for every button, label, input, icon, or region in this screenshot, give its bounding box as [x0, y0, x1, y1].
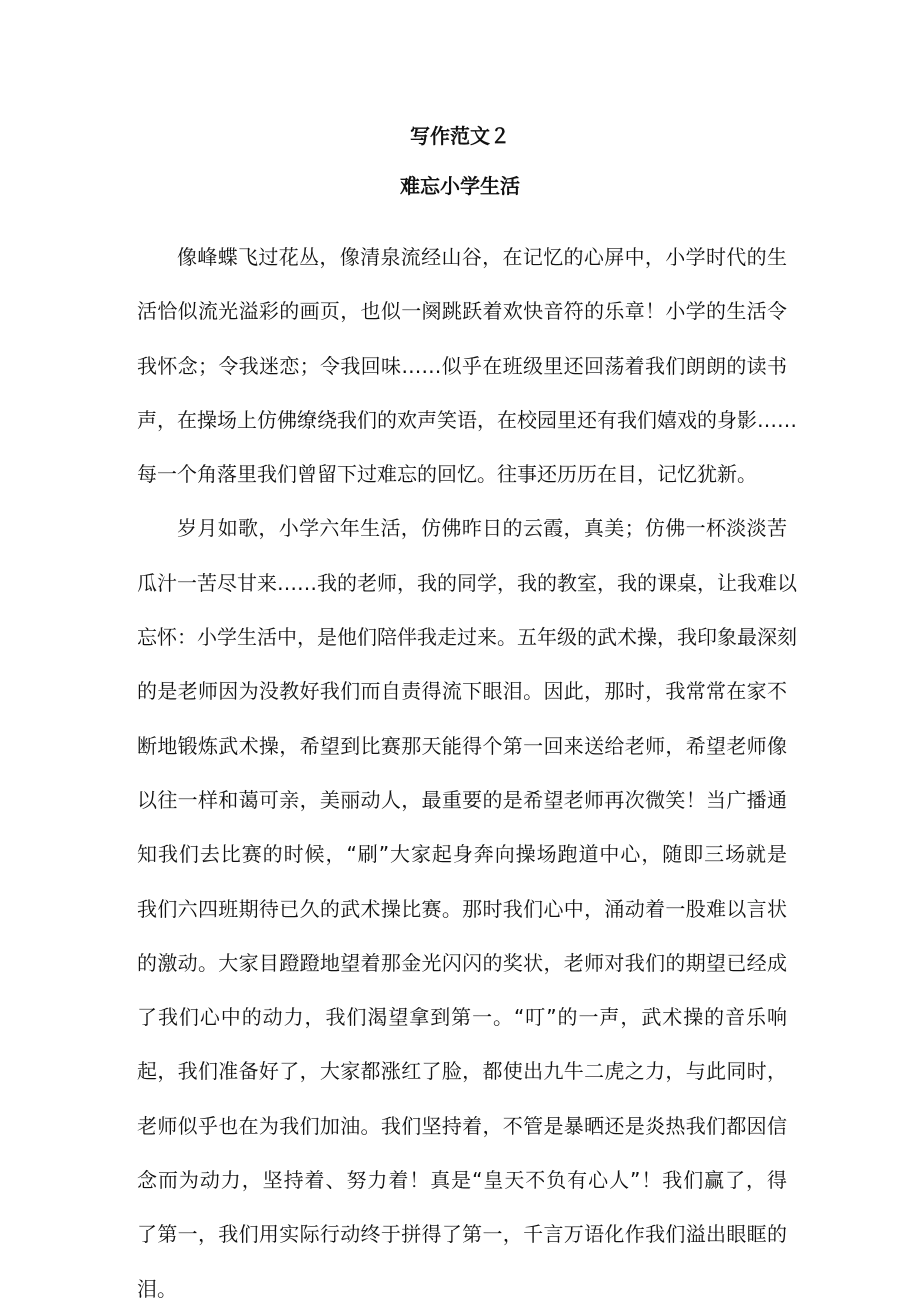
text-line: 像峰蝶飞过花丛，像清泉流经山谷，在记忆的心屏中，小学时代的生 [177, 245, 787, 269]
text-line: 以往一样和蔼可亲，美丽动人，最重要的是希望老师再次微笑！当广播通 [137, 787, 787, 812]
text-line: 声，在操场上仿佛缭绕我们的欢声笑语，在校园里还有我们嬉戏的身影…… [137, 407, 797, 432]
document-title: 写作范文２ [410, 124, 510, 148]
essay-body [137, 230, 797, 1316]
text-line: 了我们心中的动力，我们渴望拿到第一。“叮”的一声，武术操的音乐响 [137, 1005, 787, 1030]
text-line: 知我们去比赛的时候，“刷”大家起身奔向操场跑道中心，随即三场就是 [137, 842, 787, 867]
text-line: 我们六四班期待已久的武术操比赛。那时我们心中，涌动着一股难以言状 [137, 896, 787, 921]
text-line: 了第一，我们用实际行动终于拼得了第一，千言万语化作我们溢出眼眶的 [137, 1222, 787, 1247]
text-line: 的激动。大家目蹬蹬地望着那金光闪闪的奖状，老师对我们的期望已经成 [137, 950, 787, 975]
text-line: 念而为动力，坚持着、努力着！真是“皇天不负有心人”！我们赢了，得 [137, 1168, 787, 1193]
text-line: 起，我们准备好了，大家都涨红了脸，都使出九牛二虎之力，与此同时， [137, 1059, 787, 1084]
paragraph-1 [137, 230, 797, 501]
text-line: 忘怀：小学生活中，是他们陪伴我走过来。五年级的武术操，我印象最深刻 [137, 625, 797, 650]
text-line: 断地锻炼武术操，希望到比赛那天能得个第一回来送给老师，希望老师像 [137, 733, 787, 758]
text-line: 活恰似流光溢彩的画页，也似一阕跳跃着欢快音符的乐章！小学的生活令 [137, 299, 787, 324]
text-line: 岁月如歌，小学六年生活，仿佛昨日的云霞，真美；仿佛一杯淡淡苦 [177, 516, 787, 541]
paragraph-2 [137, 501, 797, 1315]
text-line: 瓜汁一苦尽甘来……我的老师，我的同学，我的教室，我的课桌，让我难以 [137, 570, 797, 595]
text-line: 的是老师因为没教好我们而自责得流下眼泪。因此，那时，我常常在家不 [137, 679, 787, 704]
text-line: 我怀念；令我迷恋；令我回味……似乎在班级里还回荡着我们朗朗的读书 [137, 353, 787, 378]
text-line: 泪。 [137, 1276, 177, 1301]
essay-title: 难忘小学生活 [400, 174, 520, 198]
text-line: 每一个角落里我们曾留下过难忘的回忆。往事还历历在目，记忆犹新。 [137, 462, 757, 487]
text-line: 老师似乎也在为我们加油。我们坚持着，不管是暴晒还是炎热我们都因信 [137, 1113, 787, 1138]
